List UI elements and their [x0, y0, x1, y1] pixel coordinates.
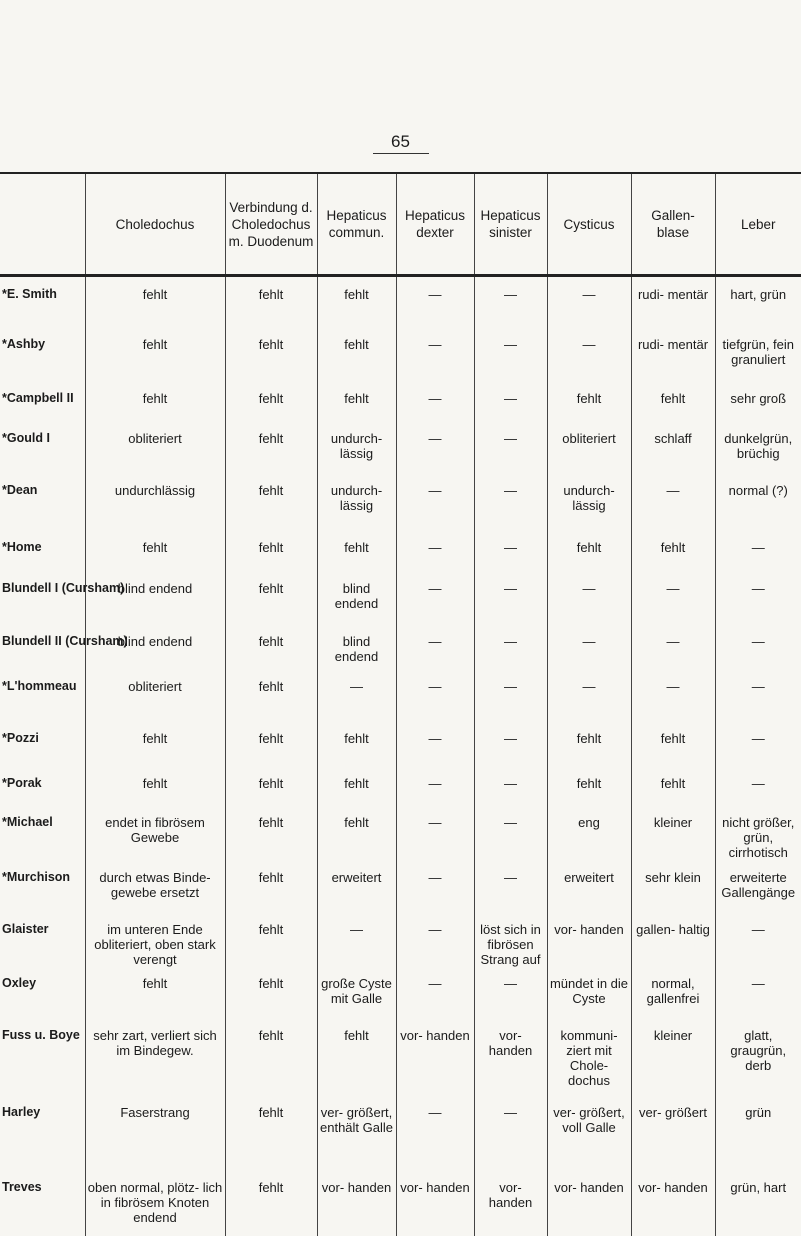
row-name: Blundell II (Cursham) — [0, 634, 85, 679]
cell-cysticus: ver- größert, voll Galle — [547, 1105, 631, 1180]
cell-cysticus: fehlt — [547, 731, 631, 776]
cell-hepaticus-commun: — — [317, 679, 396, 731]
cell-cysticus: mündet in die Cyste — [547, 976, 631, 1028]
row-name: Glaister — [0, 922, 85, 976]
cell-hepaticus-sinister: — — [474, 540, 547, 581]
row-name: *Dean — [0, 483, 85, 540]
cell-gallenblase: — — [631, 679, 715, 731]
cell-hepaticus-commun: blind endend — [317, 581, 396, 634]
table-row — [0, 1180, 801, 1236]
cell-choledochus: blind endend — [85, 581, 225, 634]
cell-hepaticus-dexter: — — [396, 976, 474, 1028]
cell-leber: dunkelgrün, brüchig — [715, 431, 801, 483]
cell-hepaticus-dexter: — — [396, 391, 474, 431]
cell-choledochus: sehr zart, verliert sich im Bindegew. — [85, 1028, 225, 1105]
cell-cysticus: fehlt — [547, 391, 631, 431]
cell-gallenblase: rudi- mentär — [631, 337, 715, 391]
cell-gallenblase: fehlt — [631, 776, 715, 815]
table-row — [0, 870, 801, 922]
cell-cysticus: vor- handen — [547, 1180, 631, 1236]
cell-choledochus: oben normal, plötz- lich in fibrösem Knoten endend — [85, 1180, 225, 1236]
cell-verbindung: fehlt — [225, 483, 317, 540]
cell-hepaticus-dexter: — — [396, 634, 474, 679]
row-name: Fuss u. Boye — [0, 1028, 85, 1105]
cell-choledochus: fehlt — [85, 731, 225, 776]
row-name: *Campbell II — [0, 391, 85, 431]
cell-choledochus: Faserstrang — [85, 1105, 225, 1180]
cell-choledochus: im unteren Ende obliteriert, oben stark verengt — [85, 922, 225, 976]
table-row — [0, 483, 801, 540]
header-hepaticus-sinister: Hepaticus sinister — [474, 173, 547, 276]
cell-choledochus: fehlt — [85, 976, 225, 1028]
cell-verbindung: fehlt — [225, 731, 317, 776]
row-name: *E. Smith — [0, 276, 85, 338]
page-number: 65 — [0, 132, 801, 152]
header-gallenblase: Gallen- blase — [631, 173, 715, 276]
cell-verbindung: fehlt — [225, 337, 317, 391]
cell-leber: — — [715, 581, 801, 634]
cell-choledochus: fehlt — [85, 391, 225, 431]
cell-gallenblase: — — [631, 483, 715, 540]
cell-hepaticus-dexter: — — [396, 1105, 474, 1180]
cell-verbindung: fehlt — [225, 1105, 317, 1180]
cell-hepaticus-dexter: — — [396, 581, 474, 634]
cell-leber: — — [715, 776, 801, 815]
cell-hepaticus-dexter: — — [396, 431, 474, 483]
cell-choledochus: endet in fibrösem Gewebe — [85, 815, 225, 870]
cell-leber: glatt, graugrün, derb — [715, 1028, 801, 1105]
table-row — [0, 391, 801, 431]
cell-leber: grün, hart — [715, 1180, 801, 1236]
row-name: *Ashby — [0, 337, 85, 391]
cell-hepaticus-commun: fehlt — [317, 815, 396, 870]
cell-choledochus: durch etwas Binde- gewebe ersetzt — [85, 870, 225, 922]
cell-leber: — — [715, 634, 801, 679]
cell-hepaticus-dexter: vor- handen — [396, 1028, 474, 1105]
cell-cysticus: — — [547, 276, 631, 338]
header-choledochus: Choledochus — [85, 173, 225, 276]
header-name — [0, 173, 85, 276]
cell-verbindung: fehlt — [225, 870, 317, 922]
cell-hepaticus-commun: ver- größert, enthält Galle — [317, 1105, 396, 1180]
cell-leber: — — [715, 540, 801, 581]
cell-verbindung: fehlt — [225, 922, 317, 976]
cell-hepaticus-commun: fehlt — [317, 731, 396, 776]
cell-cysticus: kommuni- ziert mit Chole- dochus — [547, 1028, 631, 1105]
header-leber: Leber — [715, 173, 801, 276]
cell-verbindung: fehlt — [225, 976, 317, 1028]
cell-gallenblase: — — [631, 581, 715, 634]
header-cysticus: Cysticus — [547, 173, 631, 276]
cell-choledochus: obliteriert — [85, 431, 225, 483]
cell-gallenblase: sehr klein — [631, 870, 715, 922]
cell-hepaticus-commun: — — [317, 922, 396, 976]
cell-hepaticus-sinister: — — [474, 1105, 547, 1180]
cell-verbindung: fehlt — [225, 540, 317, 581]
row-name: Treves — [0, 1180, 85, 1236]
cell-gallenblase: normal, gallenfrei — [631, 976, 715, 1028]
cell-hepaticus-commun: fehlt — [317, 276, 396, 338]
row-name: *Michael — [0, 815, 85, 870]
cell-hepaticus-dexter: — — [396, 731, 474, 776]
cell-hepaticus-sinister: — — [474, 276, 547, 338]
cell-leber: hart, grün — [715, 276, 801, 338]
cell-verbindung: fehlt — [225, 1028, 317, 1105]
cell-cysticus: obliteriert — [547, 431, 631, 483]
cell-verbindung: fehlt — [225, 815, 317, 870]
row-name: Oxley — [0, 976, 85, 1028]
row-name: *Murchison — [0, 870, 85, 922]
table-row — [0, 276, 801, 338]
cell-hepaticus-dexter: — — [396, 870, 474, 922]
cell-hepaticus-dexter: — — [396, 337, 474, 391]
cell-leber: — — [715, 731, 801, 776]
cell-verbindung: fehlt — [225, 391, 317, 431]
cell-hepaticus-dexter: — — [396, 776, 474, 815]
header-hepaticus-dexter: Hepaticus dexter — [396, 173, 474, 276]
cell-hepaticus-sinister: — — [474, 976, 547, 1028]
cell-leber: erweiterte Gallengänge — [715, 870, 801, 922]
cell-leber: — — [715, 922, 801, 976]
cell-choledochus: undurchlässig — [85, 483, 225, 540]
cell-hepaticus-commun: fehlt — [317, 391, 396, 431]
cell-cysticus: fehlt — [547, 776, 631, 815]
cell-gallenblase: kleiner — [631, 1028, 715, 1105]
cell-hepaticus-dexter: — — [396, 679, 474, 731]
cell-gallenblase: fehlt — [631, 391, 715, 431]
cell-hepaticus-dexter: — — [396, 540, 474, 581]
table-row — [0, 634, 801, 679]
row-name: Blundell I (Cursham) — [0, 581, 85, 634]
row-name: *Home — [0, 540, 85, 581]
cell-hepaticus-commun: fehlt — [317, 776, 396, 815]
cell-hepaticus-sinister: vor- handen — [474, 1028, 547, 1105]
cell-gallenblase: fehlt — [631, 731, 715, 776]
header-hepaticus-commun: Hepaticus commun. — [317, 173, 396, 276]
cell-cysticus: — — [547, 337, 631, 391]
cell-gallenblase: gallen- haltig — [631, 922, 715, 976]
cell-gallenblase: rudi- mentär — [631, 276, 715, 338]
cell-verbindung: fehlt — [225, 776, 317, 815]
cell-hepaticus-sinister: — — [474, 776, 547, 815]
table-row — [0, 581, 801, 634]
cell-cysticus: undurch- lässig — [547, 483, 631, 540]
header-row — [0, 173, 801, 276]
table-row — [0, 1028, 801, 1105]
table-row — [0, 1105, 801, 1180]
cell-cysticus: erweitert — [547, 870, 631, 922]
cell-gallenblase: — — [631, 634, 715, 679]
cell-cysticus: fehlt — [547, 540, 631, 581]
cell-hepaticus-sinister: — — [474, 731, 547, 776]
cell-choledochus: fehlt — [85, 276, 225, 338]
cell-verbindung: fehlt — [225, 276, 317, 338]
table-body — [0, 276, 801, 1236]
cell-verbindung: fehlt — [225, 1180, 317, 1236]
cell-hepaticus-commun: undurch- lässig — [317, 431, 396, 483]
cell-hepaticus-sinister: vor- handen — [474, 1180, 547, 1236]
cell-hepaticus-sinister: — — [474, 634, 547, 679]
page-number-underline — [373, 153, 429, 154]
cell-cysticus: eng — [547, 815, 631, 870]
cell-gallenblase: vor- handen — [631, 1180, 715, 1236]
cell-hepaticus-dexter: vor- handen — [396, 1180, 474, 1236]
cell-hepaticus-dexter: — — [396, 815, 474, 870]
cell-hepaticus-commun: vor- handen — [317, 1180, 396, 1236]
cell-hepaticus-sinister: — — [474, 679, 547, 731]
cell-leber: grün — [715, 1105, 801, 1180]
table-row — [0, 540, 801, 581]
table-row — [0, 679, 801, 731]
cell-hepaticus-commun: fehlt — [317, 540, 396, 581]
cell-choledochus: obliteriert — [85, 679, 225, 731]
cell-cysticus: — — [547, 581, 631, 634]
cell-hepaticus-sinister: — — [474, 431, 547, 483]
table-row — [0, 976, 801, 1028]
cell-choledochus: fehlt — [85, 337, 225, 391]
cell-cysticus: — — [547, 679, 631, 731]
cell-leber: — — [715, 976, 801, 1028]
row-name: Harley — [0, 1105, 85, 1180]
row-name: *L'hommeau — [0, 679, 85, 731]
cell-leber: sehr groß — [715, 391, 801, 431]
cell-gallenblase: fehlt — [631, 540, 715, 581]
cell-gallenblase: ver- größert — [631, 1105, 715, 1180]
cell-verbindung: fehlt — [225, 431, 317, 483]
cell-hepaticus-commun: große Cyste mit Galle — [317, 976, 396, 1028]
table-row — [0, 731, 801, 776]
row-name: *Pozzi — [0, 731, 85, 776]
table-row — [0, 776, 801, 815]
cell-hepaticus-sinister: — — [474, 337, 547, 391]
cell-gallenblase: kleiner — [631, 815, 715, 870]
header-verbindung: Verbindung d. Choledochus m. Duodenum — [225, 173, 317, 276]
cell-hepaticus-commun: fehlt — [317, 337, 396, 391]
cell-leber: normal (?) — [715, 483, 801, 540]
cell-hepaticus-sinister: — — [474, 391, 547, 431]
cell-hepaticus-dexter: — — [396, 276, 474, 338]
cell-leber: — — [715, 679, 801, 731]
cell-hepaticus-sinister: — — [474, 870, 547, 922]
cell-choledochus: blind endend — [85, 634, 225, 679]
cell-hepaticus-commun: undurch- lässig — [317, 483, 396, 540]
cell-hepaticus-commun: erweitert — [317, 870, 396, 922]
cell-hepaticus-commun: blind endend — [317, 634, 396, 679]
cell-hepaticus-dexter: — — [396, 483, 474, 540]
cell-cysticus: vor- handen — [547, 922, 631, 976]
cell-hepaticus-commun: fehlt — [317, 1028, 396, 1105]
row-name: *Porak — [0, 776, 85, 815]
cell-leber: nicht größer, grün, cirrhotisch — [715, 815, 801, 870]
cell-cysticus: — — [547, 634, 631, 679]
cell-hepaticus-sinister: — — [474, 815, 547, 870]
cell-hepaticus-sinister: — — [474, 483, 547, 540]
cell-choledochus: fehlt — [85, 540, 225, 581]
cell-verbindung: fehlt — [225, 581, 317, 634]
anomaly-table — [0, 172, 801, 1236]
cell-hepaticus-sinister: — — [474, 581, 547, 634]
cell-leber: tiefgrün, fein granuliert — [715, 337, 801, 391]
cell-verbindung: fehlt — [225, 679, 317, 731]
table-row — [0, 337, 801, 391]
cell-verbindung: fehlt — [225, 634, 317, 679]
table-row — [0, 431, 801, 483]
row-name: *Gould I — [0, 431, 85, 483]
cell-choledochus: fehlt — [85, 776, 225, 815]
cell-hepaticus-sinister: löst sich in fibrösen Strang auf — [474, 922, 547, 976]
table-row — [0, 815, 801, 870]
cell-gallenblase: schlaff — [631, 431, 715, 483]
table-row — [0, 922, 801, 976]
cell-hepaticus-dexter: — — [396, 922, 474, 976]
